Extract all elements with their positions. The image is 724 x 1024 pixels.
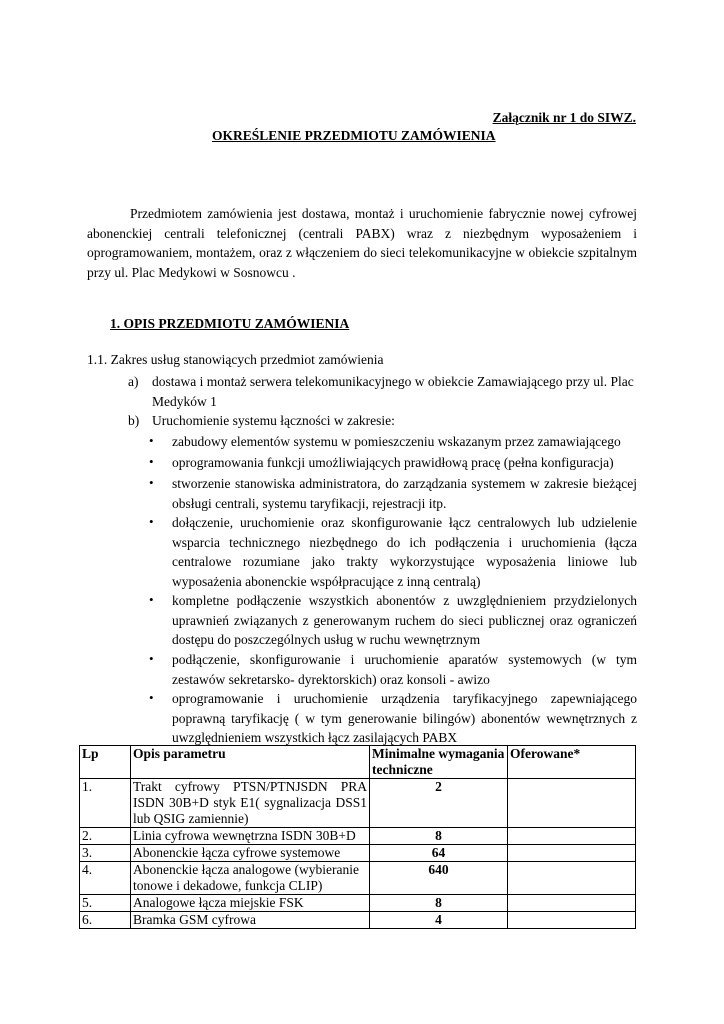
bullet-icon: • <box>149 514 154 529</box>
cell-lp: 5. <box>80 895 131 912</box>
cell-lp: 3. <box>80 845 131 862</box>
cell-opis: Trakt cyfrowy PTSN/PTNJSDN PRA ISDN 30B+D styk E1( sygnalizacja DSS1 lub QSIG zamiennie) <box>131 779 370 828</box>
bullet-icon: • <box>149 651 154 666</box>
list-item: zabudowy elementów systemu w pomieszczeniu wskazanym przez zamawiającego <box>172 434 621 449</box>
cell-min: 640 <box>370 862 508 895</box>
bullet-icon: • <box>149 592 154 607</box>
cell-oferowane[interactable] <box>508 862 636 895</box>
cell-oferowane[interactable] <box>508 912 636 929</box>
cell-lp: 2. <box>80 828 131 845</box>
page-title: OKREŚLENIE PRZEDMIOTU ZAMÓWIENIA <box>212 128 496 143</box>
cell-min: 64 <box>370 845 508 862</box>
section-heading-text: 1. OPIS PRZEDMIOTU ZAMÓWIENIA <box>110 316 350 331</box>
cell-min: 8 <box>370 895 508 912</box>
cell-min: 2 <box>370 779 508 828</box>
list-item: dołączenie, uruchomienie oraz skonfigurowanie łącz centralowych lub udzielenie wsparcia technicznego niezbędnego do ich podłączenia i uruchomienia (łącza centralowe rozumiane jako trakty wykorzystujące wyposażenia liniowe lub wyposażenia abonenckie współpracujące z inną centralą) <box>172 515 637 589</box>
header-min: Minimalne wymagania techniczne <box>370 746 508 779</box>
intro-paragraph: Przedmiotem zamówienia jest dostawa, montaż i uruchomienie fabrycznie nowej cyfrowej abonenckiej centrali telefonicznej (centrali PABX) wraz z niezbędnym wyposażeniem i oprogramowaniem, montażem, oraz z włączeniem do sieci telekomunikacyjne w obiekcie szpitalnym przy ul. Plac Medykowi w Sosnowcu . <box>87 206 637 280</box>
cell-opis: Analogowe łącza miejskie FSK <box>131 895 370 912</box>
section-heading <box>110 314 349 334</box>
cell-min: 8 <box>370 828 508 845</box>
table-row <box>80 828 636 845</box>
list-marker-a: a) <box>128 374 139 389</box>
list-item: stworzenie stanowiska administratora, do zarządzania systemem w zakresie bieżącej obsługi centrali, systemu taryfikacji, rejestracji itp. <box>172 476 637 511</box>
table-row <box>80 779 636 828</box>
cell-opis: Abonenckie łącza cyfrowe systemowe <box>131 845 370 862</box>
list-item: podłączenie, skonfigurowanie i uruchomienie aparatów systemowych (w tym zestawów sekretarsko- dyrektorskich) oraz konsoli - awizo <box>172 652 637 687</box>
list-item: oprogramowania funkcji umożliwiających prawidłową pracę (pełna konfiguracja) <box>172 455 614 470</box>
parameters-table <box>79 745 636 929</box>
annex-label: Załącznik nr 1 do SIWZ. <box>492 110 636 125</box>
cell-lp: 1. <box>80 779 131 828</box>
header-lp: Lp <box>80 746 131 779</box>
list-item-b: Uruchomienie systemu łączności w zakresie: <box>152 413 395 428</box>
cell-min: 4 <box>370 912 508 929</box>
table-row <box>80 845 636 862</box>
header-oferowane: Oferowane* <box>508 746 636 779</box>
list-item: oprogramowanie i uruchomienie urządzenia taryfikacyjnego zapewniającego poprawną taryfikację ( w tym generowanie bilingów) abonentów wewnętrznych z uwzględnieniem wszystkich łącz zasilających PABX <box>172 691 637 745</box>
cell-opis: Linia cyfrowa wewnętrzna ISDN 30B+D <box>131 828 370 845</box>
sub-heading: 1.1. Zakres usług stanowiących przedmiot zamówienia <box>87 352 384 367</box>
cell-lp: 6. <box>80 912 131 929</box>
cell-opis: Bramka GSM cyfrowa <box>131 912 370 929</box>
table-header-row <box>80 746 636 779</box>
cell-opis: Abonenckie łącza analogowe (wybieranie tonowe i dekadowe, funkcja CLIP) <box>131 862 370 895</box>
cell-lp: 4. <box>80 862 131 895</box>
list-marker-b: b) <box>128 413 140 428</box>
bullet-icon: • <box>149 690 154 705</box>
bullet-icon: • <box>149 433 154 448</box>
bullet-icon: • <box>149 454 154 469</box>
list-item-a: dostawa i montaż serwera telekomunikacyjnego w obiekcie Zamawiającego przy ul. Plac Medyków 1 <box>152 374 634 409</box>
list-item: kompletne podłączenie wszystkich abonentów z uwzględnieniem przydzielonych uprawnień związanych z generowanym ruchem do sieci publicznej oraz ograniczeń dostępu do poszczególnych usług w ruchu wewnętrznym <box>172 593 637 647</box>
bullet-icon: • <box>149 475 154 490</box>
table-row <box>80 895 636 912</box>
table-row <box>80 862 636 895</box>
table-row <box>80 912 636 929</box>
cell-oferowane[interactable] <box>508 828 636 845</box>
cell-oferowane[interactable] <box>508 779 636 828</box>
header-opis: Opis parametru <box>131 746 370 779</box>
cell-oferowane[interactable] <box>508 845 636 862</box>
cell-oferowane[interactable] <box>508 895 636 912</box>
